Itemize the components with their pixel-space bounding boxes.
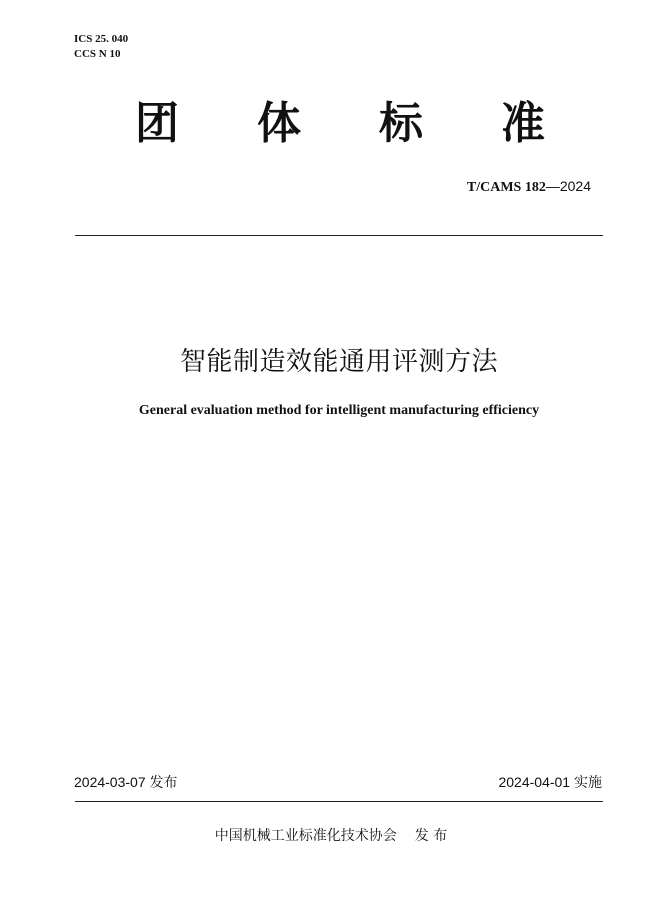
issue-label: 发布 bbox=[149, 774, 178, 790]
implement-date: 2024-04-01 bbox=[498, 774, 571, 790]
top-divider bbox=[75, 235, 603, 236]
implement-label: 实施 bbox=[574, 774, 602, 790]
publisher-name: 中国机械工业标准化技术协会 bbox=[214, 828, 397, 844]
issue-date-line bbox=[74, 772, 178, 792]
issue-date: 2024-03-07 bbox=[74, 774, 146, 790]
standard-code: T/CAMS 182 bbox=[466, 180, 546, 195]
english-title: General evaluation method for intelligent manufacturing efficiency bbox=[138, 403, 540, 418]
classification-codes bbox=[74, 32, 128, 62]
ccs-code: CCS N 10 bbox=[74, 48, 121, 60]
document-type-heading bbox=[75, 96, 605, 152]
implement-date-line bbox=[498, 772, 602, 792]
doc-type-char-1: 团 bbox=[135, 98, 179, 149]
bottom-divider bbox=[75, 801, 603, 802]
ics-code: ICS 25. 040 bbox=[74, 33, 129, 45]
standard-number bbox=[467, 178, 591, 196]
doc-type-char-2: 体 bbox=[257, 98, 301, 149]
standard-year: 2024 bbox=[559, 178, 591, 194]
standard-separator: — bbox=[545, 178, 560, 194]
doc-type-char-4: 准 bbox=[501, 98, 545, 149]
publish-label: 发 布 bbox=[414, 828, 448, 844]
doc-type-char-3: 标 bbox=[379, 98, 423, 149]
publisher-line bbox=[0, 826, 650, 846]
chinese-title: 智能制造效能通用评测方法 bbox=[179, 347, 498, 377]
